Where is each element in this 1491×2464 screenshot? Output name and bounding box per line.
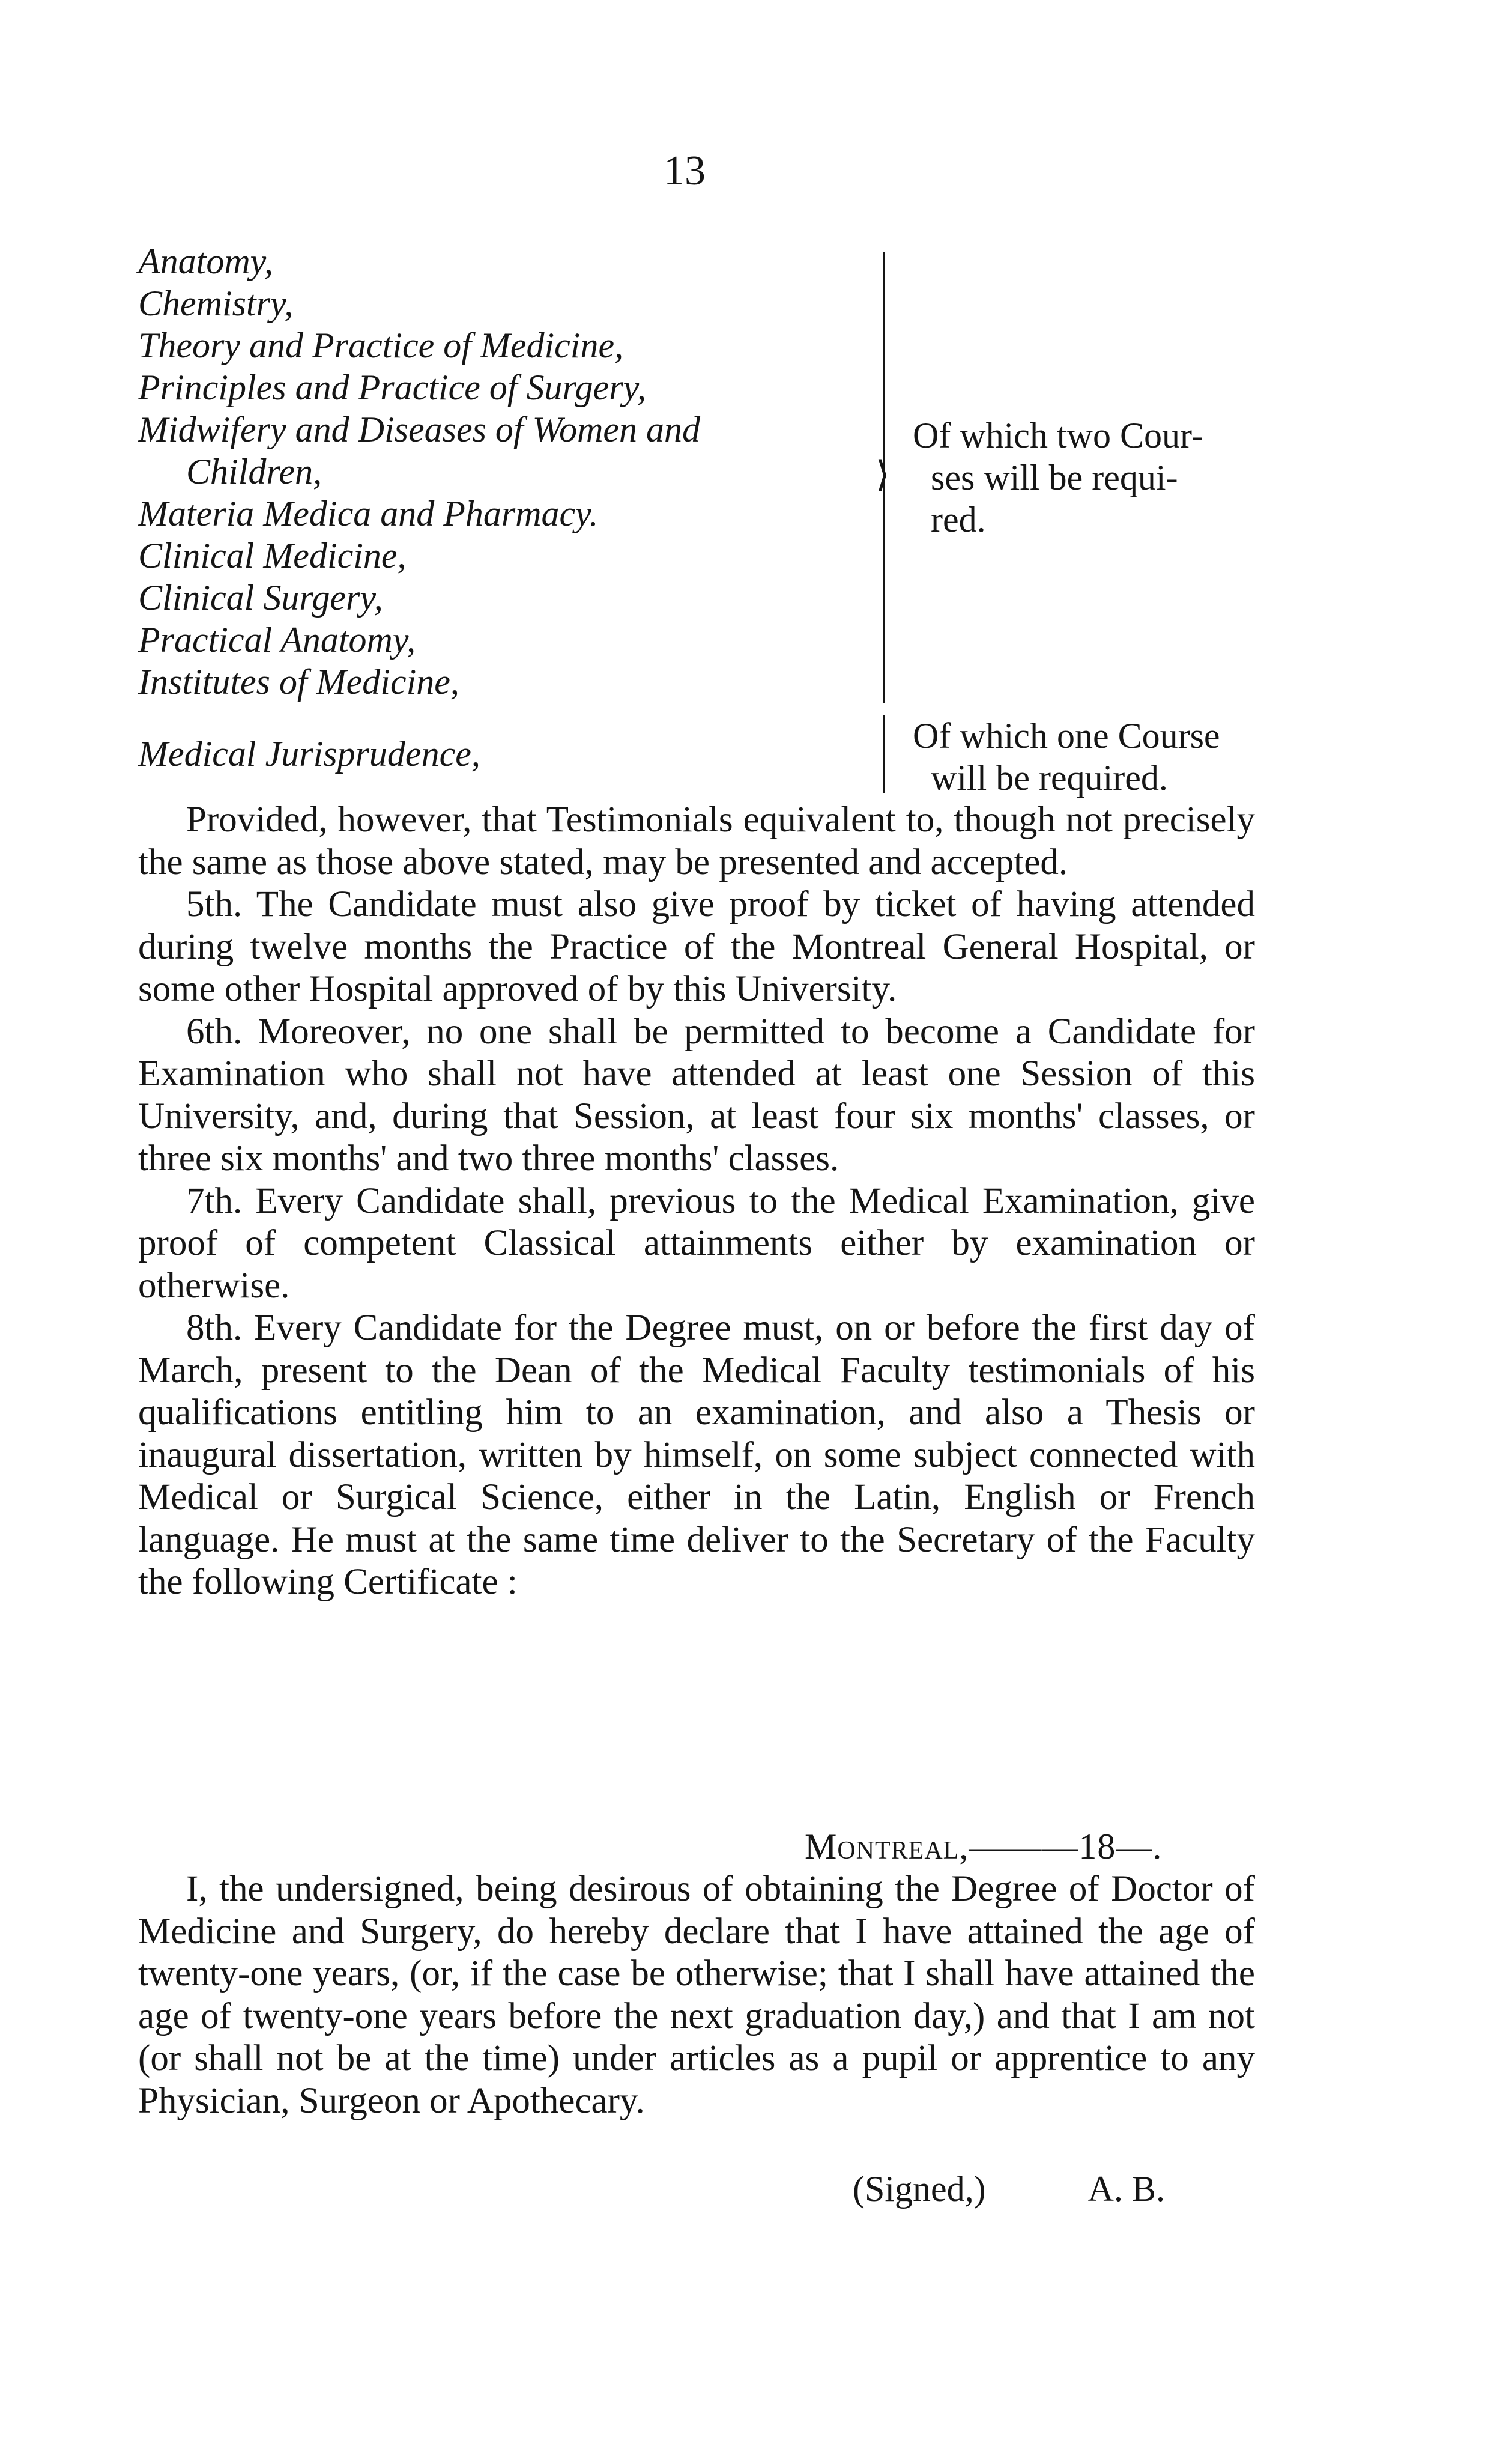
certificate-dateline: Montreal,———18—.	[805, 1827, 1163, 1866]
paragraph-provided: Provided, however, that Testimonials equivalent to, though not precisely the same as those above stated, may be presented and accepted.	[138, 800, 1255, 882]
course-list	[138, 240, 1399, 799]
brace-note-line: Of which one Course	[913, 716, 1220, 756]
brace-note-line: will be required.	[931, 758, 1168, 798]
course-group-two	[138, 715, 1399, 799]
brace-note-line: ses will be requi-	[931, 458, 1178, 497]
course-item: Institutes of Medicine,	[138, 662, 459, 702]
course-item: Chemistry,	[138, 284, 294, 323]
course-item: Principles and Practice of Surgery,	[138, 368, 646, 407]
signed-label: (Signed,)	[853, 2169, 986, 2209]
brace	[883, 715, 892, 793]
course-item: Anatomy,	[138, 241, 273, 281]
course-item: Clinical Medicine,	[138, 536, 407, 575]
course-item: Practical Anatomy,	[138, 620, 416, 660]
course-item: Clinical Surgery,	[138, 578, 383, 618]
course-item: Medical Jurisprudence,	[138, 734, 480, 774]
brace-note-line: Of which two Cour-	[913, 416, 1203, 455]
signature-line	[853, 2168, 1165, 2210]
paragraph-8th: 8th. Every Candidate for the Degree must, on or before the first day of March, present to the Dean of the Medical Faculty testimonials of his qualifications entitling him to an examination, and also a Thesis or inaugural dissertation, written by himself, on some subject connected with Medical or Surgical Science, either in the Latin, English or French language. He must at the same time deliver to the Secretary of the Faculty the following Certificate :	[138, 1308, 1255, 1602]
course-item: Children,	[186, 452, 322, 491]
regulations-text	[138, 799, 1255, 1604]
brace-note-line: red.	[931, 500, 986, 539]
course-item: Materia Medica and Pharmacy.	[138, 494, 599, 533]
course-item: Midwifery and Diseases of Women and	[138, 410, 701, 449]
brace-point: ⟩	[876, 455, 890, 494]
signatory-initials: A. B.	[1087, 2169, 1165, 2209]
certificate-declaration: I, the undersigned, being desirous of obtaining the Degree of Doctor of Medicine and Surgery, do hereby declare that I have attained the age of twenty-one years, (or, if the case be otherwise; that I shall have attained the age of twenty-one years before the next graduation day,) and that I am not (or shall not be at the time) under articles as a pupil or apprentice to any Physician, Surgeon or Apothecary.	[138, 1869, 1255, 2121]
course-item: Theory and Practice of Medicine,	[138, 326, 624, 365]
course-group-one	[138, 240, 1399, 715]
page-number: 13	[664, 148, 706, 194]
paragraph-5th: 5th. The Candidate must also give proof by ticket of having attended during twelve months the Practice of the Montreal General Hospital, or some other Hospital approved of by this University.	[138, 884, 1255, 1009]
paragraph-6th: 6th. Moreover, no one shall be permitted to become a Candidate for Examination who shall not have attended at least one Session of this University, and, during that Session, at least four six months' classes, or three six months' and two three months' classes.	[138, 1011, 1255, 1179]
paragraph-7th: 7th. Every Candidate shall, previous to the Medical Examination, give proof of competent Classical attainments either by examination or otherwise.	[138, 1180, 1255, 1306]
